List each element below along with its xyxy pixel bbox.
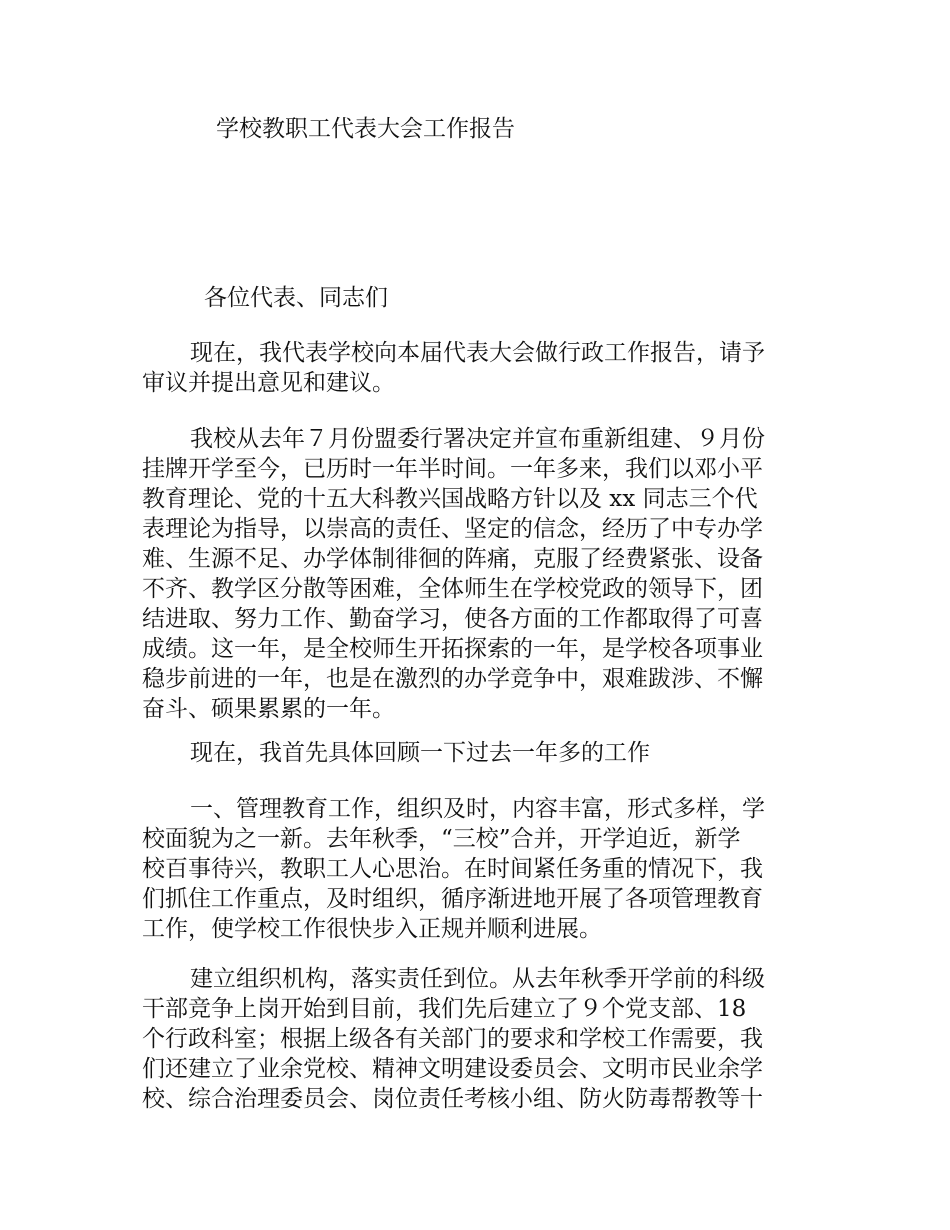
paragraph-line: 表理论为指导，以崇高的责任、坚定的信念，经历了中专办学 [142,516,763,542]
paragraph-4 [142,794,814,944]
paragraph-line: 个行政科室；根据上级各有关部门的要求和学校工作需要，我 [142,1026,763,1052]
paragraph-line: 结进取、努力工作、勤奋学习，使各方面的工作都取得了可喜 [142,606,763,632]
paragraph-line: 工作，使学校工作很快步入正规并顺利进展。 [142,916,602,942]
paragraph-line: 校百事待兴，教职工人心思治。在时间紧任务重的情况下，我 [142,856,763,882]
paragraph-line: 难、生源不足、办学体制徘徊的阵痛，克服了经费紧张、设备 [142,546,763,572]
paragraph-line: 教育理论、党的十五大科教兴国战略方针以及 xx 同志三个代 [142,486,758,512]
salutation: 各位代表、同志们 [204,285,388,311]
paragraph-line: 们抓住工作重点，及时组织，循序渐进地开展了各项管理教育 [142,886,763,912]
document-title: 学校教职工代表大会工作报告 [216,116,515,142]
paragraph-line: 们还建立了业余党校、精神文明建设委员会、文明市民业余学 [142,1056,763,1082]
paragraph-line: 一、管理教育工作，组织及时，内容丰富，形式多样，学 [190,796,765,822]
paragraph-line: 审议并提出意见和建议。 [142,370,395,396]
paragraph-line: 建立组织机构，落实责任到位。从去年秋季开学前的科级 [190,966,765,992]
paragraph-line: 干部竞争上岗开始到目前，我们先后建立了９个党支部、18 [142,996,747,1022]
paragraph-1 [142,338,814,398]
paragraph-5 [142,964,814,1114]
paragraph-line: 校面貌为之一新。去年秋季，“三校”合并，开学迫近，新学 [142,826,741,852]
paragraph-line: 稳步前进的一年，也是在激烈的办学竞争中，艰难跋涉、不懈 [142,666,763,692]
paragraph-line: 我校从去年７月份盟委行署决定并宣布重新组建、９月份 [190,426,765,452]
paragraph-line: 奋斗、硕果累累的一年。 [142,696,395,722]
paragraph-line: 现在，我代表学校向本届代表大会做行政工作报告，请予 [190,340,765,366]
paragraph-2 [142,424,814,724]
paragraph-line: 不齐、教学区分散等困难，全体师生在学校党政的领导下，团 [142,576,763,602]
paragraph-line: 成绩。这一年，是全校师生开拓探索的一年，是学校各项事业 [142,636,763,662]
paragraph-line: 挂牌开学至今，已历时一年半时间。一年多来，我们以邓小平 [142,456,763,482]
paragraph-line: 现在，我首先具体回顾一下过去一年多的工作 [190,740,650,766]
paragraph-3 [142,738,814,768]
paragraph-line: 校、综合治理委员会、岗位责任考核小组、防火防毒帮教等十 [142,1086,763,1112]
